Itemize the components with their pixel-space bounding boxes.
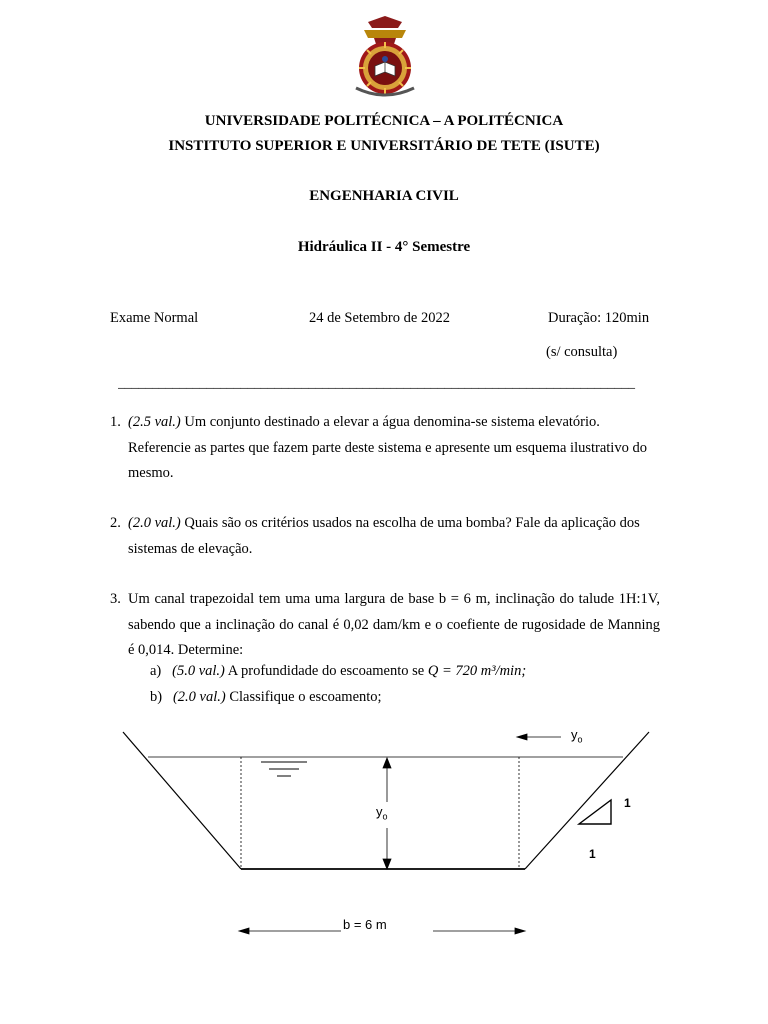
- item-letter: b): [150, 689, 163, 705]
- question-3b: [150, 689, 382, 706]
- question-number: 3.: [110, 591, 121, 607]
- trapezoidal-channel-figure: [103, 724, 652, 938]
- item-text: Classifique o escoamento;: [225, 689, 382, 705]
- question-3a: [150, 663, 526, 680]
- flow-formula: Q = 720 m³/min;: [427, 663, 527, 679]
- course-name: ENGENHARIA CIVIL: [309, 188, 459, 204]
- base-width-label: b = 6 m: [343, 917, 387, 932]
- question-number: 2.: [110, 515, 121, 531]
- exam-type: Exame Normal: [110, 310, 199, 326]
- channel-drawing: [103, 724, 652, 938]
- left-slope-line: [123, 732, 241, 869]
- water-level-symbol: [261, 762, 307, 776]
- question-number: 1.: [110, 414, 121, 430]
- university-logo: [338, 16, 432, 98]
- question-2: [110, 511, 660, 562]
- item-text: A profundidade do escoamento se: [224, 663, 428, 679]
- question-text: Um conjunto destinado a elevar a água denomina-se sistema elevatório. Referencie as partes que fazem parte deste sistema e apresente um esquema ilustrativo do mesmo.: [128, 414, 647, 481]
- item-letter: a): [150, 663, 162, 679]
- item-value: (5.0 val.): [172, 663, 225, 679]
- separator-line: ____________________________________________________________________________: [118, 376, 635, 391]
- exam-note: (s/ consulta): [546, 344, 618, 360]
- institute-name: INSTITUTO SUPERIOR E UNIVERSITÁRIO DE TETE (ISUTE): [168, 138, 600, 154]
- question-1: [110, 410, 660, 487]
- subject-title: Hidráulica II - 4° Semestre: [297, 239, 471, 255]
- question-value: (2.0 val.): [128, 515, 181, 531]
- top-arrow: [517, 734, 561, 740]
- exam-date: 24 de Setembro de 2022: [309, 310, 450, 326]
- question-3: [110, 587, 660, 664]
- top-depth-label: $y_o$: [571, 727, 583, 745]
- slope-vertical-label: 1: [624, 796, 631, 810]
- mid-depth-label: $y_o$: [376, 804, 388, 822]
- exam-duration: Duração: 120min: [548, 310, 650, 326]
- question-value: (2.5 val.): [128, 414, 181, 430]
- item-value: (2.0 val.): [172, 689, 226, 705]
- question-text: Quais são os critérios usados na escolha de uma bomba? Fale da aplicação dos sistemas de elevação.: [128, 515, 640, 557]
- question-text: Um canal trapezoidal tem uma uma largura de base b = 6 m, inclinação do talude 1H:1V, sabendo que a inclinação do canal é 0,02 dam/km e o coefiente de rugosidade de Manning é 0,014. Determine:: [128, 591, 660, 658]
- slope-horizontal-label: 1: [589, 847, 596, 861]
- university-name: UNIVERSIDADE POLITÉCNICA – A POLITÉCNICA: [204, 113, 564, 129]
